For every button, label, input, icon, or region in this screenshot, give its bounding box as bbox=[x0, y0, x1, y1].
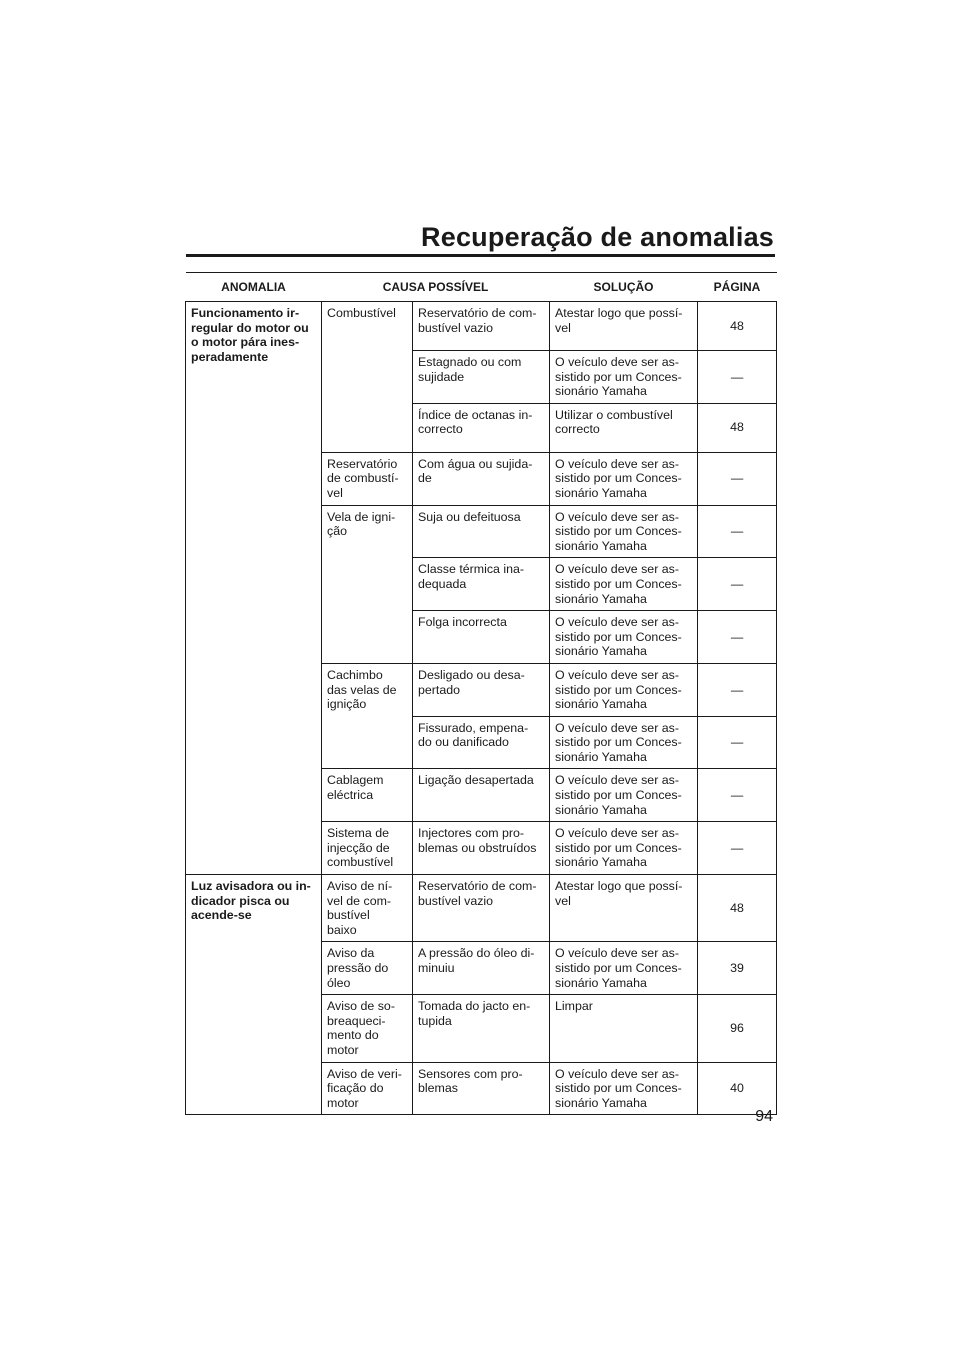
page-ref-cell bbox=[698, 505, 777, 558]
solution-text: O veículo deve ser as- sistido por um Conces- sionário Yamaha bbox=[555, 946, 682, 990]
page-ref-text: — bbox=[730, 788, 744, 803]
solution-text: O veículo deve ser as- sistido por um Conces- sionário Yamaha bbox=[555, 1066, 682, 1110]
page-ref-text: — bbox=[730, 576, 744, 591]
page-ref-text: — bbox=[730, 629, 744, 644]
page-title: Recuperação de anomalias bbox=[421, 222, 774, 252]
page-ref-cell bbox=[698, 663, 777, 716]
cause-cell bbox=[322, 452, 413, 505]
solution-text: O veículo deve ser as- sistido por um Conces- sionário Yamaha bbox=[555, 355, 682, 399]
page-ref-cell bbox=[698, 822, 777, 875]
cause-detail-cell bbox=[413, 942, 550, 995]
page-ref-cell bbox=[698, 942, 777, 995]
solution-cell bbox=[550, 716, 698, 769]
cause-text: Aviso de ní- vel de com- bustível baixo bbox=[327, 879, 393, 937]
cause-text: Cachimbo das velas de ignição bbox=[327, 667, 397, 712]
cause-detail-text: Folga incorrecta bbox=[418, 615, 507, 630]
solution-text: O veículo deve ser as- sistido por um Conces- sionário Yamaha bbox=[555, 562, 682, 606]
cause-detail-cell bbox=[413, 505, 550, 558]
cause-detail-cell bbox=[413, 663, 550, 716]
cause-text: Aviso de veri- ficação do motor bbox=[327, 1066, 402, 1110]
anomaly-text: Luz avisadora ou in- dicador pisca ou acende-se bbox=[191, 879, 311, 923]
cause-cell bbox=[322, 875, 413, 942]
cause-detail-cell bbox=[413, 558, 550, 611]
solution-text: Limpar bbox=[555, 999, 593, 1014]
page-ref-cell bbox=[698, 716, 777, 769]
cause-cell bbox=[322, 942, 413, 995]
solution-text: Atestar logo que possí- vel bbox=[555, 879, 683, 908]
solution-cell bbox=[550, 558, 698, 611]
cause-cell bbox=[322, 1062, 413, 1115]
table-header-row bbox=[186, 273, 777, 302]
cause-text: Aviso de so- breaqueci- mento do motor bbox=[327, 999, 395, 1057]
page-ref-cell bbox=[698, 875, 777, 942]
solution-cell bbox=[550, 663, 698, 716]
cause-detail-text: Com água ou sujida- de bbox=[418, 456, 533, 486]
solution-cell bbox=[550, 403, 698, 452]
solution-text: O veículo deve ser as- sistido por um Conces- sionário Yamaha bbox=[555, 509, 682, 553]
solution-text: O veículo deve ser as- sistido por um Conces- sionário Yamaha bbox=[555, 773, 682, 817]
cause-text: Vela de igni- ção bbox=[327, 509, 396, 539]
page-ref-text: 48 bbox=[730, 318, 744, 333]
solution-cell bbox=[550, 769, 698, 822]
page-ref-cell bbox=[698, 351, 777, 404]
cause-detail-cell bbox=[413, 403, 550, 452]
cause-detail-text: Sensores com pro- blemas bbox=[418, 1066, 523, 1096]
page-ref-text: 40 bbox=[730, 1081, 744, 1096]
cause-detail-text: Desligado ou desa- pertado bbox=[418, 667, 525, 697]
cause-detail-text: Reservatório de com- bustível vazio bbox=[418, 306, 537, 335]
cause-cell bbox=[322, 995, 413, 1062]
page-ref-cell bbox=[698, 302, 777, 351]
cause-detail-cell bbox=[413, 351, 550, 404]
cause-detail-cell bbox=[413, 1062, 550, 1115]
cause-detail-cell bbox=[413, 822, 550, 875]
solution-cell bbox=[550, 875, 698, 942]
anomaly-cell bbox=[186, 875, 322, 1115]
solution-cell bbox=[550, 611, 698, 664]
solution-text: O veículo deve ser as- sistido por um Conces- sionário Yamaha bbox=[555, 615, 682, 659]
table-row bbox=[186, 302, 777, 351]
cause-cell bbox=[322, 302, 413, 453]
page-ref-text: — bbox=[730, 682, 744, 697]
table-body bbox=[186, 302, 777, 1115]
cause-text: Cablagem eléctrica bbox=[327, 773, 384, 803]
anomaly-text: Funcionamento ir- regular do motor ou o motor pára ines- peradamente bbox=[191, 306, 309, 364]
page-ref-text: — bbox=[730, 524, 744, 539]
cause-detail-text: Reservatório de com- bustível vazio bbox=[418, 879, 537, 908]
cause-detail-cell bbox=[413, 611, 550, 664]
header-page: PÁGINA bbox=[698, 273, 777, 302]
cause-detail-cell bbox=[413, 302, 550, 351]
solution-text: O veículo deve ser as- sistido por um Conces- sionário Yamaha bbox=[555, 667, 682, 712]
cause-detail-text: Estagnado ou com sujidade bbox=[418, 355, 522, 384]
page-ref-cell bbox=[698, 769, 777, 822]
troubleshooting-table bbox=[185, 272, 777, 1115]
page-ref-text: — bbox=[730, 735, 744, 750]
solution-text: Utilizar o combustível correcto bbox=[555, 407, 673, 437]
solution-text: O veículo deve ser as- sistido por um Conces- sionário Yamaha bbox=[555, 826, 682, 870]
cause-detail-cell bbox=[413, 995, 550, 1062]
cause-text: Combustível bbox=[327, 306, 396, 320]
cause-detail-text: Classe térmica ina- dequada bbox=[418, 562, 525, 591]
solution-text: O veículo deve ser as- sistido por um Conces- sionário Yamaha bbox=[555, 720, 682, 764]
solution-text: Atestar logo que possí- vel bbox=[555, 306, 683, 335]
page-number: 94 bbox=[755, 1108, 773, 1125]
header-possible-cause: CAUSA POSSÍVEL bbox=[322, 273, 550, 302]
solution-cell bbox=[550, 505, 698, 558]
page-ref-cell bbox=[698, 452, 777, 505]
solution-cell bbox=[550, 822, 698, 875]
cause-text: Sistema de injecção de combustível bbox=[327, 826, 394, 870]
page-ref-text: 48 bbox=[730, 900, 744, 915]
page-ref-text: — bbox=[730, 369, 744, 384]
page-ref-text: 39 bbox=[730, 961, 744, 975]
cause-cell bbox=[322, 769, 413, 822]
page-ref-cell bbox=[698, 403, 777, 452]
cause-detail-text: Suja ou defeituosa bbox=[418, 509, 521, 524]
cause-detail-cell bbox=[413, 452, 550, 505]
solution-text: O veículo deve ser as- sistido por um Conces- sionário Yamaha bbox=[555, 456, 682, 500]
cause-detail-cell bbox=[413, 716, 550, 769]
cause-text: Aviso da pressão do óleo bbox=[327, 946, 389, 990]
cause-detail-text: A pressão do óleo di- minuiu bbox=[418, 946, 535, 975]
page-ref-text: 96 bbox=[730, 1021, 744, 1036]
header-anomaly: ANOMALIA bbox=[186, 273, 322, 302]
cause-detail-text: Injectores com pro- blemas ou obstruídos bbox=[418, 826, 537, 855]
cause-detail-text: Ligação desapertada bbox=[418, 773, 534, 788]
cause-detail-text: Índice de octanas in- correcto bbox=[418, 407, 533, 437]
cause-detail-text: Tomada do jacto en- tupida bbox=[418, 999, 531, 1028]
solution-cell bbox=[550, 452, 698, 505]
page-ref-cell bbox=[698, 558, 777, 611]
title-rule bbox=[186, 254, 775, 257]
page-ref-cell bbox=[698, 995, 777, 1062]
cause-detail-text: Fissurado, empena- do ou danificado bbox=[418, 720, 529, 750]
solution-cell bbox=[550, 302, 698, 351]
page-ref-cell bbox=[698, 611, 777, 664]
solution-cell bbox=[550, 1062, 698, 1115]
page-ref-text: 48 bbox=[730, 420, 744, 435]
table-row bbox=[186, 875, 777, 942]
header-solution: SOLUÇÃO bbox=[550, 273, 698, 302]
cause-cell bbox=[322, 505, 413, 663]
solution-cell bbox=[550, 942, 698, 995]
page-ref-text: — bbox=[730, 471, 744, 486]
cause-text: Reservatório de combustí- vel bbox=[327, 456, 399, 500]
cause-cell bbox=[322, 822, 413, 875]
solution-cell bbox=[550, 995, 698, 1062]
solution-cell bbox=[550, 351, 698, 404]
cause-detail-cell bbox=[413, 875, 550, 942]
page-ref-text: — bbox=[730, 840, 744, 855]
anomaly-cell bbox=[186, 302, 322, 875]
cause-cell bbox=[322, 663, 413, 769]
cause-detail-cell bbox=[413, 769, 550, 822]
page-ref-cell bbox=[698, 1062, 777, 1115]
